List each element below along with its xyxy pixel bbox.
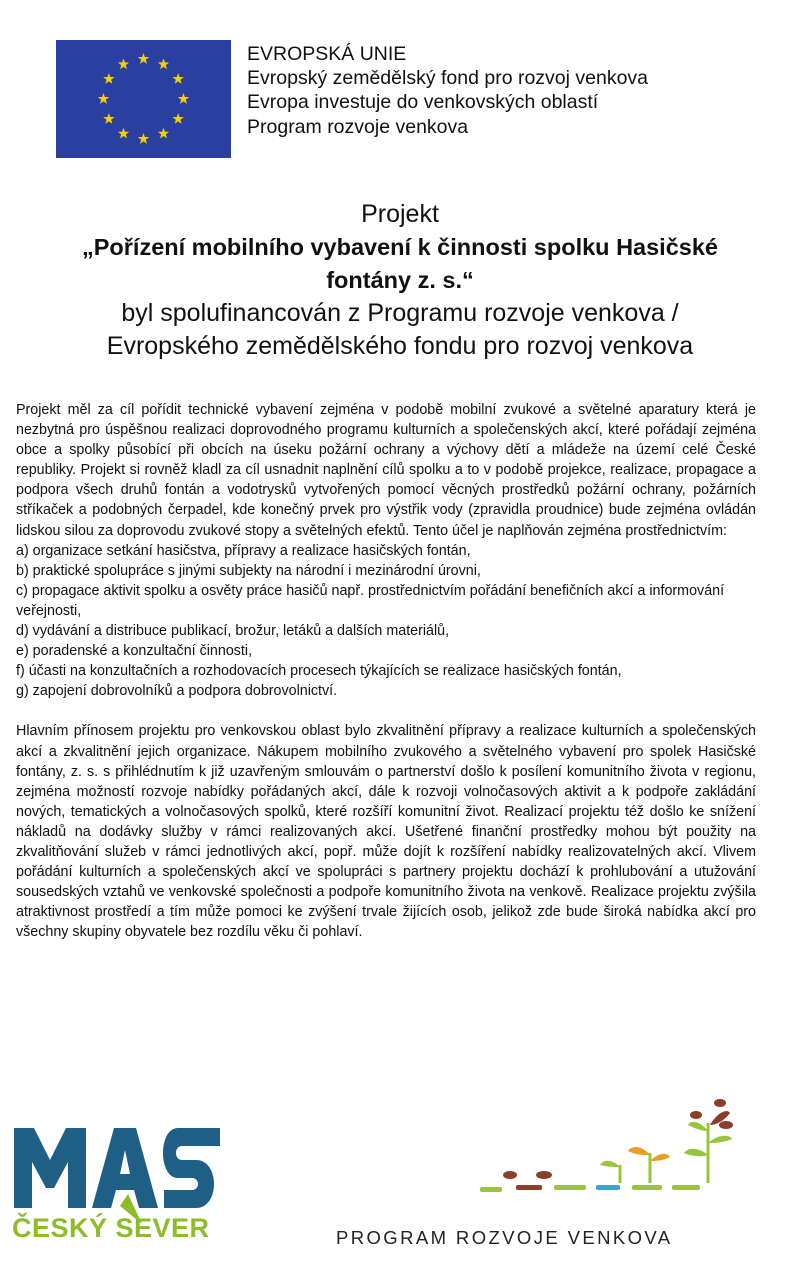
list-item: a) organizace setkání hasičstva, přípravy a realizace hasičských fontán, <box>16 542 471 559</box>
description-paragraph-1: Projekt měl za cíl pořídit technické vybavení zejména v podobě mobilní zvukové a světelné aparatury která je nezbytná pro úspěšnou realizaci doprovodného programu kulturních a společenských akcí, které pořádají zejména obce a spolky působící při obcích na úseku požární ochrany a výchovy dětí a mládeže na území celé České republiky. Projekt si rovněž kladl za cíl usnadnit naplnění cílů spolku a to v podobě projekce, realizace, propagace a podpora všech druhů fontán a vodotrysků vytvořených pomocí věcných prostředků požární ochrany, požárních stříkaček a podobných čerpadel, kde konečný prvek pro výstřik vody (zpravidla proudnice) bude zejména ovládán lidskou silou za doprovodu zvukové stopy a světelných efektů. Tento účel je naplňován zejména prostřednictvím: <box>16 402 756 539</box>
description-paragraph-2: Hlavním přínosem projektu pro venkovskou oblast bylo zkvalitnění přípravy a realizace kulturních a společenských akcí a zkvalitnění jejich organizace. Nákupem mobilního zvukového a světelného vybavení pro spolek Hasičské fontány, z. s. s přihlédnutím k již uzavřeným smlouvám o partnerství došlo k posílení komunitního života v regionu, zejména možností rozvoje nabídky pořádaných akcí, dále k rozvoji volnočasových aktivit a k podpoře zakládání nových, tematických a volnočasových spolků, které rozšíří komunitní život. Realizací projektu též došlo ke snížení nákladů na dodávky služby v rámci realizovaných akcí. Ušetřené finanční prostředky mohou být použity na zkvalitňování služeb v rámci jednotlivých akcí, popř. může dojít k rozšíření nabídky realizovatelných akcí. Vlivem pořádání kulturních a společenských akcí ve spolupráci s partnery projektu dochází k prohlubování a utužování sousedských vztahů ve venkovské společnosti a podpoře komunitního života na venkově. Realizace projektu zvýšila atraktivnost prostředí a tím může pomoci ke zvýšení trvale žijících osob, jelikož zde bude široká nabídka akcí pro všechny skupiny obyvatele bez rozdílu věku či pohlaví. <box>16 723 756 941</box>
mas-caption: ČESKÝ SEVER <box>12 1213 210 1243</box>
eu-header-text <box>247 42 648 139</box>
list-item: c) propagace aktivit spolku a osvěty práce hasičů např. prostřednictvím pořádání benefičních akcí a informování veřejnosti, <box>16 582 725 619</box>
title-line-1: Projekt <box>361 200 439 228</box>
eu-flag-icon <box>56 40 231 158</box>
eu-header-line-2: Evropský zemědělský fond pro rozvoj venkova <box>247 67 649 90</box>
title-line-2: „Pořízení mobilního vybavení k činnosti spolku Hasičské <box>82 234 718 260</box>
list-item: f) účasti na konzultačních a rozhodovacích procesech týkajících se realizace hasičských fontán, <box>16 663 622 680</box>
prv-caption: PROGRAM ROZVOJE VENKOVA <box>336 1227 673 1248</box>
list-item: b) praktické spolupráce s jinými subjekty na národní i mezinárodní úrovni, <box>16 562 481 579</box>
eu-header-line-3: Evropa investuje do venkovských oblastí <box>247 91 599 114</box>
project-description <box>16 400 756 942</box>
list-item: e) poradenské a konzultační činnosti, <box>16 643 253 660</box>
eu-header-line-1: EVROPSKÁ UNIE <box>247 43 407 65</box>
project-title <box>20 198 780 363</box>
activity-list <box>16 541 756 702</box>
prv-logo-icon <box>470 1095 770 1205</box>
list-item: g) zapojení dobrovolníků a podpora dobrovolnictví. <box>16 683 338 700</box>
list-item: d) vydávání a distribuce publikací, brožur, letáků a dalších materiálů, <box>16 623 450 640</box>
title-line-3: fontány z. s.“ <box>326 267 474 293</box>
eu-header-line-4: Program rozvoje venkova <box>247 115 469 138</box>
title-line-5: Evropského zemědělského fondu pro rozvoj venkova <box>106 332 694 360</box>
title-line-4: byl spolufinancován z Programu rozvoje venkova / <box>121 299 679 327</box>
eu-header <box>56 40 756 160</box>
